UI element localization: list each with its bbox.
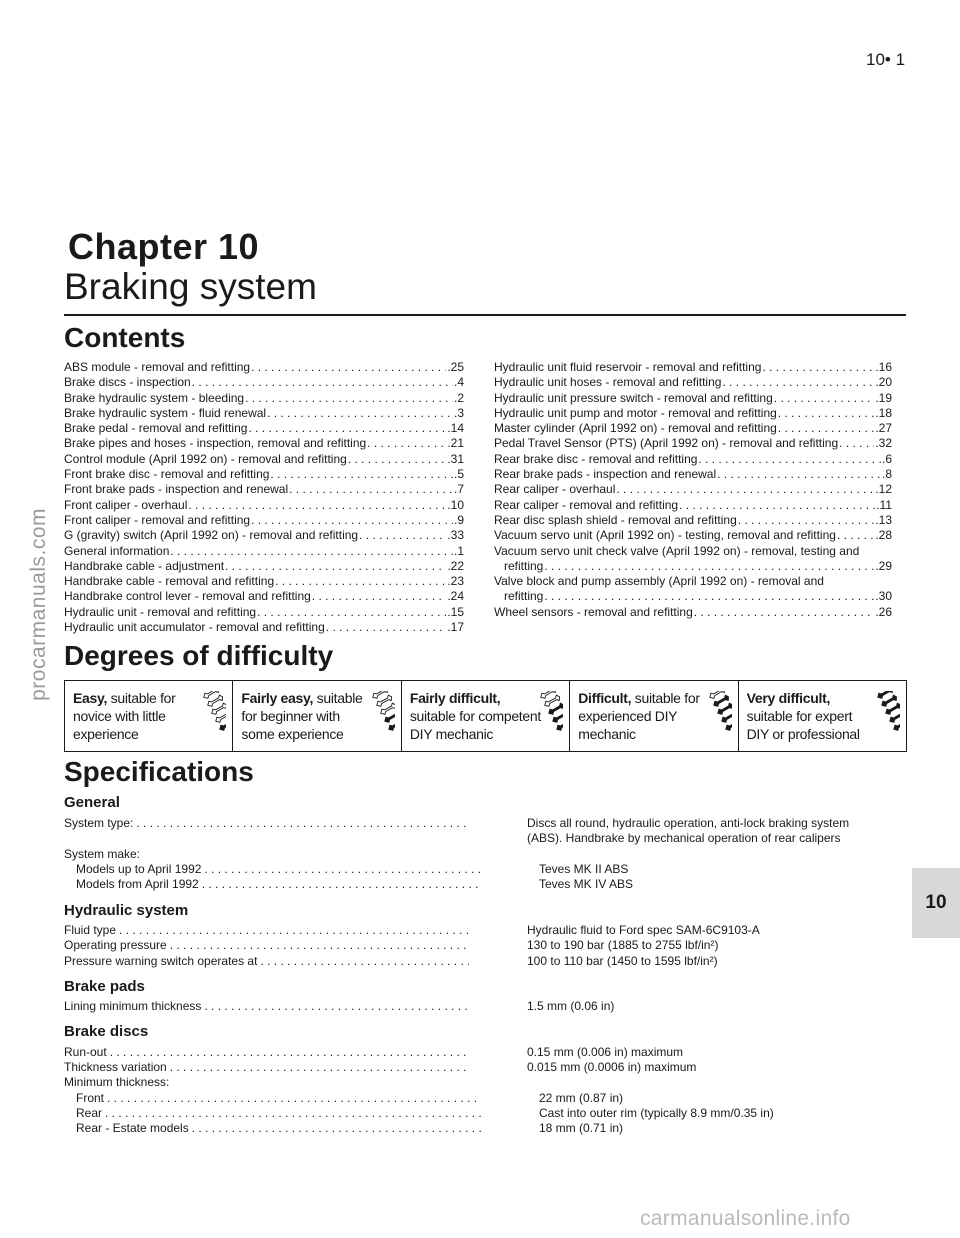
spec-value: (ABS). Handbrake by mechanical operation of rear calipers [527, 831, 841, 846]
contents-item-page: .21 [447, 436, 464, 451]
page-number: 10• 1 [866, 50, 906, 69]
contents-item-page: .4 [453, 375, 464, 390]
difficulty-keyword: Easy, [73, 690, 108, 706]
spec-row [64, 999, 906, 1014]
contents-item-label: G (gravity) switch (April 1992 on) - removal and refitting [64, 528, 359, 543]
contents-item [494, 360, 892, 375]
spec-value: 0.15 mm (0.006 in) maximum [527, 1045, 684, 1059]
spec-label: Thickness variation [64, 1060, 167, 1074]
contents-item-page: .22 [447, 558, 464, 573]
contents-item [64, 360, 464, 375]
spanner-rating-icon [539, 691, 563, 741]
spec-value: 100 to 110 bar (1450 to 1595 lbf/in²) [527, 954, 718, 968]
contents-item-label: Hydraulic unit pressure switch - removal and refitting [494, 390, 773, 405]
contents-item-page: .3 [453, 405, 464, 420]
contents-item-label: Brake hydraulic system - bleeding [64, 390, 245, 405]
contents-item-label: General information [64, 543, 170, 558]
contents-item-page: .1 [453, 543, 464, 558]
spec-value: 22 mm (0.87 in) [539, 1091, 624, 1105]
contents-item-label: ABS module - removal and refitting [64, 360, 251, 374]
contents-item [494, 482, 892, 497]
difficulty-text: suitable [313, 690, 363, 706]
contents-item-page: .27 [875, 421, 892, 436]
spec-row [64, 1045, 906, 1060]
spec-value: Teves MK II ABS [539, 862, 629, 876]
spec-label: Front [76, 1091, 105, 1105]
spanner-rating-icon [708, 691, 732, 741]
contents-item [494, 528, 892, 543]
difficulty-text: experience [73, 726, 139, 742]
contents-item [494, 406, 892, 421]
contents-item-page: .24 [447, 589, 464, 604]
difficulty-keyword: Very difficult, [746, 690, 831, 706]
spec-row [64, 1075, 906, 1090]
contents-item [64, 421, 464, 436]
contents-item-page: .16 [875, 360, 892, 374]
difficulty-keyword: Difficult, [578, 690, 632, 706]
contents-item-page: .2 [453, 390, 464, 405]
spec-value: 18 mm (0.71 in) [539, 1121, 624, 1135]
spec-label: Rear - Estate models [76, 1121, 189, 1135]
contents-item-label: Hydraulic unit accumulator - removal and refitting [64, 620, 325, 635]
difficulty-heading: Degrees of difficulty [64, 640, 334, 671]
contents-item-label: Rear caliper - removal and refitting [494, 497, 679, 512]
difficulty-text: experienced DIY [578, 708, 678, 724]
spec-label: Minimum thickness: [64, 1075, 170, 1089]
spec-label: Lining minimum thickness [64, 999, 202, 1013]
contents-item [64, 513, 464, 528]
difficulty-text: novice with little [73, 708, 166, 724]
contents-item [494, 375, 892, 390]
contents-item-page: .13 [875, 512, 892, 527]
contents-item [64, 482, 464, 497]
spec-row [64, 847, 906, 862]
contents-item-label: Handbrake cable - removal and refitting [64, 574, 275, 589]
spec-row [64, 816, 906, 847]
contents-item-label: Hydraulic unit hoses - removal and refitting [494, 375, 722, 390]
contents-item-page: .6 [881, 451, 892, 466]
spec-row [64, 923, 906, 938]
contents-item [64, 605, 464, 620]
spec-label: System type: [64, 816, 134, 830]
contents-item-label: refitting [504, 558, 544, 573]
difficulty-difficult [569, 681, 737, 751]
spec-row [64, 877, 906, 892]
contents-item-label: Vacuum servo unit (April 1992 on) - testing, removal and refitting [494, 528, 836, 543]
contents-item-page: .12 [875, 482, 892, 497]
spec-label: Models from April 1992 [76, 877, 199, 891]
contents-item [64, 528, 464, 543]
contents-item-page: .7 [453, 482, 464, 497]
contents-item [494, 513, 892, 528]
difficulty-table [64, 680, 907, 752]
contents-item-page: .25 [447, 360, 464, 374]
spec-label: System make: [64, 847, 141, 861]
contents-item-label: Master cylinder (April 1992 on) - removal and refitting [494, 421, 777, 436]
difficulty-text: some experience [241, 726, 344, 742]
contents-item [64, 544, 464, 559]
difficulty-text: suitable for [631, 690, 700, 706]
contents-item-page: .30 [875, 589, 892, 604]
contents-item-label: Rear disc splash shield - removal and refitting [494, 512, 737, 527]
contents-item [64, 574, 464, 589]
contents-item-page: .10 [447, 497, 464, 512]
spanner-rating-icon [876, 691, 900, 741]
difficulty-keyword: Fairly difficult, [409, 690, 501, 706]
specifications-heading: Specifications [64, 756, 254, 787]
contents-heading: Contents [64, 322, 186, 353]
difficulty-text: for beginner with [241, 708, 340, 724]
contents-item-page: .29 [875, 558, 892, 573]
spec-value: Teves MK IV ABS [539, 877, 634, 891]
contents-item-label: Handbrake control lever - removal and refitting [64, 589, 311, 604]
spanner-rating-icon [371, 691, 395, 741]
contents-item [64, 375, 464, 390]
contents-item-page: .19 [875, 390, 892, 405]
spec-subheading-brake-pads: Brake pads [64, 978, 145, 995]
contents-item [494, 421, 892, 436]
spec-label: Run-out [64, 1045, 107, 1059]
spec-row [64, 938, 906, 953]
spec-row [64, 1060, 906, 1075]
side-watermark: procarmanuals.com [27, 508, 50, 701]
contents-left-column [64, 360, 464, 635]
contents-item-page: .9 [453, 512, 464, 527]
contents-item-page: .33 [447, 528, 464, 543]
contents-item [64, 452, 464, 467]
spec-subheading-brake-discs: Brake discs [64, 1023, 149, 1040]
spec-value: 130 to 190 bar (1885 to 2755 lbf/in²) [527, 938, 719, 952]
difficulty-fairly-easy [232, 681, 400, 751]
contents-item-label: Rear brake pads - inspection and renewal [494, 467, 717, 482]
bottom-watermark: carmanualsonline.info [640, 1207, 851, 1230]
contents-item [64, 436, 464, 451]
contents-item [494, 467, 892, 482]
contents-item [64, 391, 464, 406]
spec-row [64, 1106, 906, 1121]
contents-item-page: .5 [453, 467, 464, 482]
contents-item-continuation [494, 589, 892, 604]
difficulty-text: suitable for expert [746, 708, 853, 724]
spanner-rating-icon [202, 691, 226, 741]
contents-item-label: Brake pipes and hoses - inspection, removal and refitting [64, 436, 367, 451]
chapter-title: Chapter 10 [68, 226, 260, 267]
spec-value: Hydraulic fluid to Ford spec SAM-6C9103-A [527, 923, 760, 937]
contents-item-page: .15 [447, 604, 464, 619]
contents-item-page: .18 [875, 405, 892, 420]
contents-item-label: Brake pedal - removal and refitting [64, 421, 248, 436]
contents-item-label: refitting [504, 589, 544, 604]
contents-item-label: Rear brake disc - removal and refitting [494, 451, 698, 466]
contents-item-page: .31 [447, 451, 464, 466]
spec-label: Models up to April 1992 [76, 862, 202, 876]
contents-item-label: Vacuum servo unit check valve (April 1992 on) - removal, testing and [494, 543, 860, 558]
contents-item [494, 436, 892, 451]
contents-item-page: .11 [876, 497, 892, 512]
contents-item [64, 467, 464, 482]
contents-item-page: .23 [447, 574, 464, 589]
difficulty-keyword: Fairly easy, [241, 690, 314, 706]
contents-item-label: Hydraulic unit - removal and refitting [64, 604, 257, 619]
spec-value: Cast into outer rim (typically 8.9 mm/0.35 in) [539, 1106, 774, 1120]
spec-label: Rear [76, 1106, 103, 1120]
contents-item [64, 406, 464, 421]
spec-label: Fluid type [64, 923, 117, 937]
spec-subheading-hydraulic: Hydraulic system [64, 902, 189, 919]
spec-row [64, 862, 906, 877]
difficulty-very-difficult [738, 681, 906, 751]
difficulty-text: DIY or professional [746, 726, 860, 742]
contents-item-label: Rear caliper - overhaul [494, 482, 616, 497]
difficulty-easy [65, 681, 232, 751]
contents-item-label: Wheel sensors - removal and refitting [494, 604, 693, 619]
difficulty-text: suitable for [107, 690, 176, 706]
contents-right-column [494, 360, 892, 620]
contents-item-page: .20 [875, 375, 892, 390]
contents-item [64, 498, 464, 513]
contents-item-page: .14 [447, 421, 464, 436]
contents-item-continuation [494, 559, 892, 574]
contents-item-label: Front caliper - overhaul [64, 497, 188, 512]
contents-item-page: .28 [875, 528, 892, 543]
contents-item-label: Handbrake cable - adjustment [64, 558, 225, 573]
contents-item-page: .32 [875, 436, 892, 451]
contents-item-label: Control module (April 1992 on) - removal and refitting [64, 451, 347, 466]
spec-label: Pressure warning switch operates at [64, 954, 258, 968]
contents-item [494, 498, 892, 513]
difficulty-text: DIY mechanic [409, 726, 494, 742]
title-divider [64, 314, 906, 316]
contents-item [64, 589, 464, 604]
contents-item [64, 559, 464, 574]
contents-item-label: Hydraulic unit fluid reservoir - removal and refitting [494, 360, 762, 374]
contents-item-label: Front brake disc - removal and refitting [64, 467, 270, 482]
difficulty-fairly-difficult [401, 681, 569, 751]
spec-value: 0.015 mm (0.0006 in) maximum [527, 1060, 697, 1074]
contents-item-page: .26 [875, 604, 892, 619]
spec-subheading-general: General [64, 794, 120, 811]
spec-row [64, 954, 906, 969]
chapter-subtitle: Braking system [64, 266, 317, 307]
contents-item [494, 452, 892, 467]
chapter-tab: 10 [912, 868, 960, 938]
contents-item [494, 544, 892, 559]
contents-item-label: Valve block and pump assembly (April 1992 on) - removal and [494, 574, 824, 589]
contents-item-label: Hydraulic unit pump and motor - removal and refitting [494, 405, 777, 420]
contents-item-label: Brake discs - inspection [64, 375, 191, 390]
spec-value: 1.5 mm (0.06 in) [527, 999, 615, 1013]
contents-item [494, 605, 892, 620]
contents-item [494, 391, 892, 406]
contents-item-label: Brake hydraulic system - fluid renewal [64, 405, 267, 420]
contents-item-page: .8 [881, 467, 892, 482]
difficulty-text: suitable for competent [409, 708, 541, 724]
spec-row [64, 1091, 906, 1106]
contents-item-page: .17 [447, 620, 464, 635]
spec-row [64, 1121, 906, 1136]
contents-item [494, 574, 892, 589]
contents-item-label: Front brake pads - inspection and renewal [64, 482, 289, 497]
contents-item [64, 620, 464, 635]
contents-item-label: Pedal Travel Sensor (PTS) (April 1992 on) - removal and refitting [494, 436, 839, 451]
contents-item-label: Front caliper - removal and refitting [64, 512, 251, 527]
spec-label: Operating pressure [64, 938, 167, 952]
spec-value: Discs all round, hydraulic operation, anti-lock braking system [527, 816, 850, 830]
difficulty-text: mechanic [578, 726, 636, 742]
